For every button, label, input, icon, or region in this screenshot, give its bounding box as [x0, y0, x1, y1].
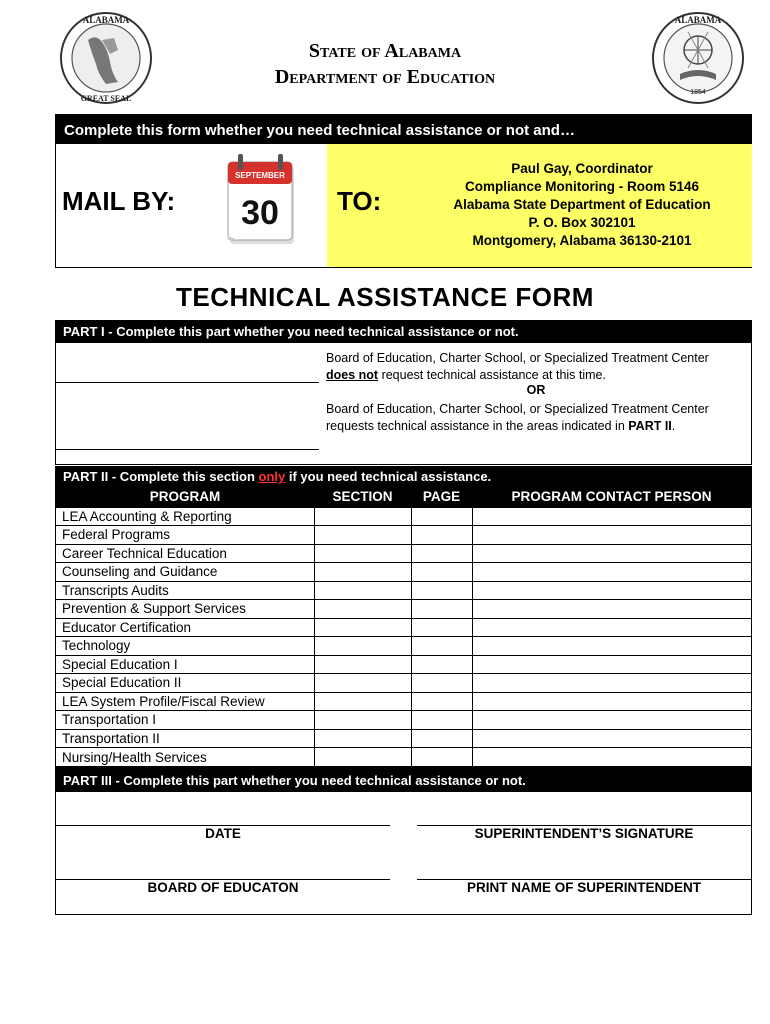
table-row	[56, 637, 751, 656]
column-header-program: PROGRAM	[56, 487, 314, 507]
part1-heading: PART I - Complete this part whether you need technical assistance or not.	[56, 321, 751, 343]
column-header-section: SECTION	[314, 487, 411, 507]
contact-person-cell[interactable]	[472, 748, 751, 767]
contact-person-cell[interactable]	[472, 711, 751, 730]
page-cell[interactable]	[411, 544, 472, 563]
table-row	[56, 526, 751, 545]
column-header-page: PAGE	[411, 487, 472, 507]
print-name-label: PRINT NAME OF SUPERINTENDENT	[466, 880, 701, 895]
calendar-month: SEPTEMBER	[235, 171, 285, 180]
table-row	[56, 507, 751, 526]
contact-person-cell[interactable]	[472, 618, 751, 637]
address-line: P. O. Box 302101	[528, 215, 636, 230]
mail-instructions-banner: Complete this form whether you need technical assistance or not and…	[55, 114, 752, 144]
program-name: Special Education I	[56, 655, 314, 674]
contact-person-cell[interactable]	[472, 563, 751, 582]
requests-assistance-entry-line[interactable]	[56, 449, 319, 450]
option1-emphasis: does not	[326, 368, 379, 382]
program-name: LEA System Profile/Fiscal Review	[56, 692, 314, 711]
table-row	[56, 563, 751, 582]
page-cell[interactable]	[411, 563, 472, 582]
contact-person-cell[interactable]	[472, 526, 751, 545]
page-cell[interactable]	[411, 637, 472, 656]
table-row	[56, 692, 751, 711]
or-label: OR	[526, 383, 546, 397]
page-cell[interactable]	[411, 526, 472, 545]
superintendent-signature-label: SUPERINTENDENT’S SIGNATURE	[474, 826, 694, 841]
section-cell[interactable]	[314, 600, 411, 619]
no-assistance-option	[326, 350, 716, 384]
program-name: LEA Accounting & Reporting	[56, 507, 314, 526]
column-header-contact: PROGRAM CONTACT PERSON	[472, 487, 751, 507]
program-name: Technology	[56, 637, 314, 656]
mail-by-label: MAIL BY:	[62, 186, 176, 216]
page-cell[interactable]	[411, 618, 472, 637]
part2-heading-text: PART II - Complete this section	[63, 469, 259, 484]
table-row	[56, 674, 751, 693]
section-cell[interactable]	[314, 729, 411, 748]
page-cell[interactable]	[411, 711, 472, 730]
section-cell[interactable]	[314, 618, 411, 637]
part3-section	[55, 767, 752, 915]
address-line: Alabama State Department of Education	[453, 197, 711, 212]
table-header-row	[56, 487, 751, 507]
contact-person-cell[interactable]	[472, 600, 751, 619]
table-row	[56, 655, 751, 674]
page-cell[interactable]	[411, 600, 472, 619]
contact-person-cell[interactable]	[472, 655, 751, 674]
address-line: Montgomery, Alabama 36130-2101	[472, 233, 692, 248]
address-line: Paul Gay, Coordinator	[511, 161, 653, 176]
to-label: TO:	[337, 186, 382, 216]
mail-to-panel	[327, 144, 752, 267]
option2-text-end: .	[671, 419, 676, 433]
contact-person-cell[interactable]	[472, 637, 751, 656]
section-cell[interactable]	[314, 674, 411, 693]
part1-section	[55, 320, 752, 465]
page-cell[interactable]	[411, 655, 472, 674]
page-cell[interactable]	[411, 692, 472, 711]
calendar-day: 30	[241, 194, 279, 232]
department-title: Department of Education	[274, 66, 496, 88]
requests-assistance-option	[326, 401, 716, 435]
section-cell[interactable]	[314, 692, 411, 711]
page-cell[interactable]	[411, 748, 472, 767]
contact-person-cell[interactable]	[472, 507, 751, 526]
section-cell[interactable]	[314, 563, 411, 582]
program-name: Counseling and Guidance	[56, 563, 314, 582]
program-name: Transportation I	[56, 711, 314, 730]
contact-person-cell[interactable]	[472, 674, 751, 693]
option2-reference: PART II	[628, 419, 672, 433]
program-name: Special Education II	[56, 674, 314, 693]
part2-heading-text-end: if you need technical assistance.	[285, 469, 492, 484]
table-row	[56, 581, 751, 600]
technical-assistance-table	[56, 487, 751, 766]
form-title: TECHNICAL ASSISTANCE FORM	[176, 282, 594, 312]
page-cell[interactable]	[411, 581, 472, 600]
seal-text-top: ALABAMA	[82, 15, 130, 25]
mailing-address	[417, 160, 747, 250]
program-name: Prevention & Support Services	[56, 600, 314, 619]
calendar-icon	[226, 150, 298, 248]
part2-heading	[56, 467, 751, 487]
section-cell[interactable]	[314, 748, 411, 767]
contact-person-cell[interactable]	[472, 729, 751, 748]
table-row	[56, 729, 751, 748]
option1-text: Board of Education, Charter School, or Specialized Treatment Center	[326, 351, 709, 365]
program-name: Nursing/Health Services	[56, 748, 314, 767]
table-row	[56, 711, 751, 730]
contact-person-cell[interactable]	[472, 581, 751, 600]
section-cell[interactable]	[314, 581, 411, 600]
table-row	[56, 544, 751, 563]
page-cell[interactable]	[411, 729, 472, 748]
table-row	[56, 600, 751, 619]
no-assistance-entry-line[interactable]	[56, 382, 319, 383]
page-cell[interactable]	[411, 507, 472, 526]
contact-person-cell[interactable]	[472, 692, 751, 711]
part3-heading: PART III - Complete this part whether you need technical assistance or not.	[56, 768, 751, 792]
date-label: DATE	[205, 826, 241, 841]
mail-area	[55, 144, 752, 268]
program-name: Career Technical Education	[56, 544, 314, 563]
section-cell[interactable]	[314, 507, 411, 526]
program-name: Transportation II	[56, 729, 314, 748]
contact-person-cell[interactable]	[472, 544, 751, 563]
table-row	[56, 618, 751, 637]
state-title: State of Alabama	[308, 40, 462, 62]
section-cell[interactable]	[314, 544, 411, 563]
address-line: Compliance Monitoring - Room 5146	[464, 179, 700, 194]
part2-heading-emphasis: only	[258, 469, 286, 484]
page-cell[interactable]	[411, 674, 472, 693]
option2-text: Board of Education, Charter School, or Specialized Treatment Center requests technical assistance in the areas indicated in	[326, 402, 709, 433]
section-cell[interactable]	[314, 637, 411, 656]
program-name: Transcripts Audits	[56, 581, 314, 600]
section-cell[interactable]	[314, 526, 411, 545]
seal-text-top: ALABAMA	[674, 15, 722, 25]
board-of-education-label: BOARD OF EDUCATON	[147, 880, 299, 895]
option1-text-end: request technical assistance at this time.	[378, 368, 606, 382]
table-row	[56, 748, 751, 767]
section-cell[interactable]	[314, 711, 411, 730]
seal-year: 1854	[690, 89, 706, 96]
seal-text-bottom: GREAT SEAL	[80, 94, 132, 103]
section-cell[interactable]	[314, 655, 411, 674]
part2-section	[55, 466, 752, 767]
program-name: Educator Certification	[56, 618, 314, 637]
program-name: Federal Programs	[56, 526, 314, 545]
